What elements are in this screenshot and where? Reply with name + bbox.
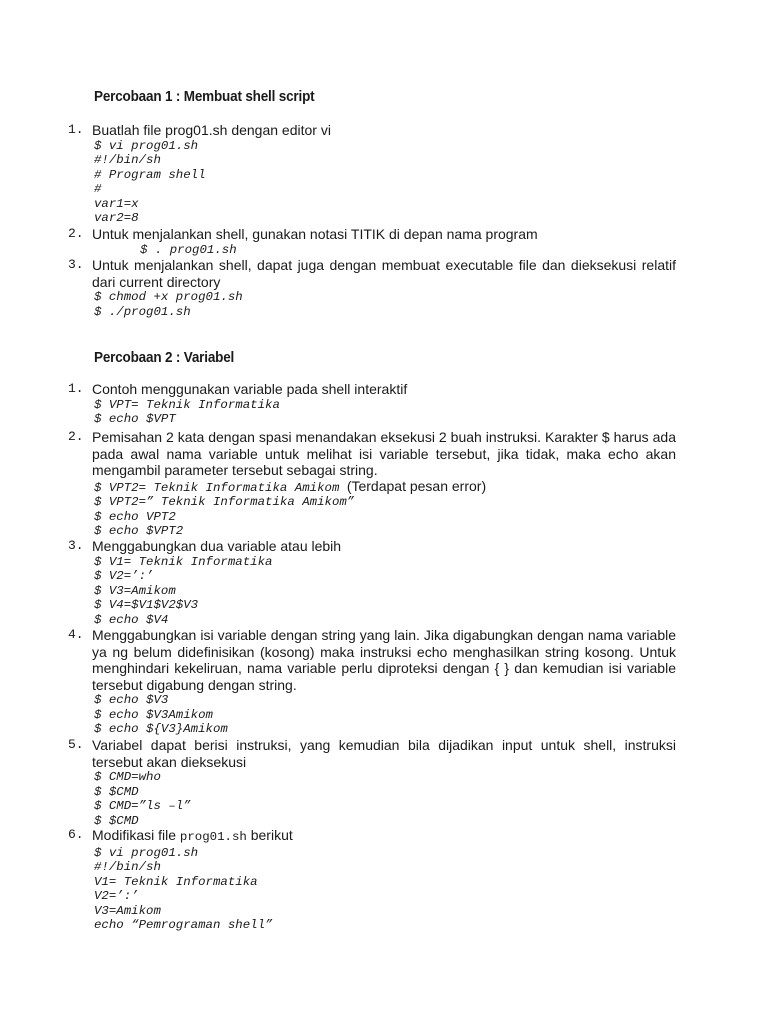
section2-heading: Percobaan 2 : Variabel [94,349,235,366]
code-line: $ echo $VPT [94,412,176,427]
code-line: $ vi prog01.sh [94,845,199,860]
code-line: $ vi prog01.sh [94,138,199,153]
item-number: 3. [68,257,84,272]
item-number: 5. [68,737,84,752]
code-line: $ ./prog01.sh [94,304,191,319]
code-line: $ echo $V3Amikom [94,707,213,722]
item-text: Menggabungkan isi variable dengan string yang lain. Jika digabungkan dengan nama variable ya ng belum didefinisikan (kosong) maka instruksi echo menghasilkan string kosong. Untuk menghindari kekeliruan, nama variable perlu diproteksi dengan { } dan kemudian isi variable tersebut digabung dengan string. [92,627,676,693]
code-line: $ $CMD [94,784,139,799]
code-line: $ . prog01.sh [140,242,237,257]
code-line [94,479,676,496]
item-text: Pemisahan 2 kata dengan spasi menandakan eksekusi 2 buah instruksi. Karakter $ harus ada pada awal nama variable untuk melihat isi variable tersebut, jika tidak, maka echo akan mengambil parameter tersebut sebagai string. [92,429,676,478]
item-number: 3. [68,538,84,553]
code-line: #!/bin/sh [94,153,161,168]
code-line: $ CMD=who [94,770,161,784]
code-line: var2=8 [94,211,139,226]
item-number: 6. [68,827,84,842]
item-number: 1. [68,122,84,137]
item-number: 1. [68,381,84,396]
code-line: $ V2=’:’ [94,569,154,584]
code-line: # Program shell [94,167,206,182]
code-line: $ VPT2=” Teknik Informatika Amikom” [94,495,355,510]
error-note: (Terdapat pesan error) [346,477,487,494]
item-text: Untuk menjalankan shell, gunakan notasi TITIK di depan nama program [92,226,538,242]
code-line: # [94,182,102,197]
section2-item-5 [68,737,676,828]
code-line: #!/bin/sh [94,860,161,875]
code-line: $ echo $VPT2 [94,524,184,539]
code-line: V2=’:’ [94,889,139,904]
code-line: $ CMD=”ls –l” [94,799,191,814]
section1-item-1 [68,122,676,226]
item-number: 2. [68,429,84,444]
section2-item-2 [68,429,676,539]
item-text-after: berikut [250,827,293,843]
code-line: $ VPT= Teknik Informatika [94,397,280,412]
item-text: Variabel dapat berisi instruksi, yang kemudian bila dijadikan input untuk shell, instruksi tersebut akan dieksekusi [92,737,676,770]
section1-item-2 [68,226,676,257]
item-text: Buatlah file prog01.sh dengan editor vi [92,122,331,138]
item-number: 4. [68,627,84,642]
code-line: $ echo ${V3}Amikom [94,722,228,737]
section2-item-1 [68,381,676,427]
code-line: V1= Teknik Informatika [94,874,258,889]
code-text: $ VPT2= Teknik Informatika Amikom [94,480,340,495]
file-name: prog01.sh [179,830,247,844]
item-text-before: Modifikasi file [92,827,177,843]
section2-item-3 [68,538,676,627]
item-text: Menggabungkan dua variable atau lebih [92,538,342,554]
item-text [92,827,676,846]
code-line: $ echo VPT2 [94,509,176,524]
item-text: Untuk menjalankan shell, dapat juga dengan membuat executable file dan dieksekusi relatif dari current directory [92,257,676,290]
code-line: $ V4=$V1$V2$V3 [94,598,199,613]
section2-item-6 [68,827,676,933]
section1-heading: Percobaan 1 : Membuat shell script [94,88,315,105]
code-line: echo “Pemrograman shell” [94,918,273,933]
section1-item-3 [68,257,676,319]
code-line: V3=Amikom [94,903,161,918]
code-line: $ V1= Teknik Informatika [94,554,273,569]
code-line: $ V3=Amikom [94,583,176,598]
code-line: $ $CMD [94,813,139,828]
code-line: $ echo $V4 [94,612,169,627]
item-number: 2. [68,226,84,241]
code-line: var1=x [94,196,139,211]
code-line: $ echo $V3 [94,693,169,707]
item-text: Contoh menggunakan variable pada shell interaktif [92,381,408,397]
section2-item-4 [68,627,676,737]
code-line: $ chmod +x prog01.sh [94,290,243,304]
